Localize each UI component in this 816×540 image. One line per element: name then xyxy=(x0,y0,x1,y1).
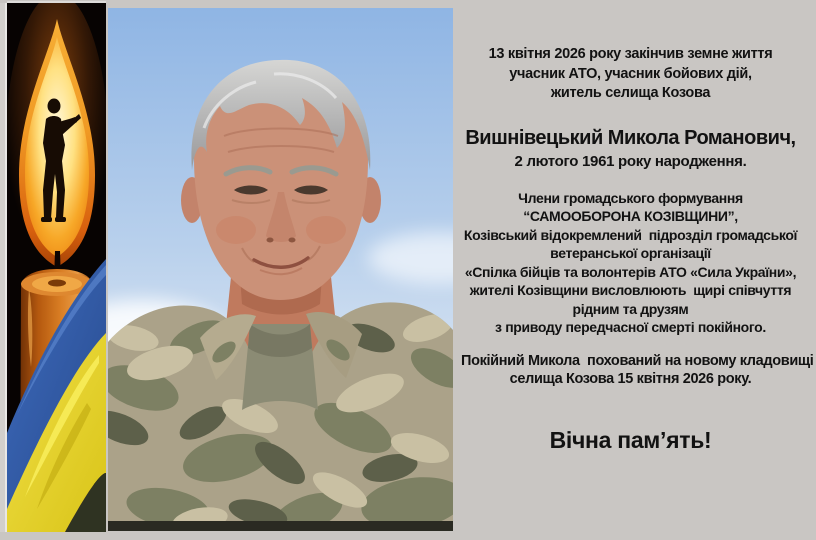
candle-image xyxy=(7,3,106,532)
burial-info xyxy=(461,352,814,389)
deceased-portrait-illustration xyxy=(108,8,453,531)
camouflage-uniform xyxy=(108,302,453,531)
eternal-memory-text: Вічна пам’ять! xyxy=(549,426,712,453)
condolence-line: з приводу передчасної смерті покійного. xyxy=(495,319,766,335)
condolence-line: “САМООБОРОНА КОЗІВЩИНИ”, xyxy=(523,208,738,224)
condolence-line: рідним та друзям xyxy=(572,300,689,317)
condolence-line: ветеранської організації xyxy=(550,245,711,261)
condolence-message xyxy=(461,189,800,337)
death-announcement-line: 13 квітня 2026 року закінчив земне життя xyxy=(488,46,773,62)
death-announcement-line: учасник АТО, учасник бойових дій, xyxy=(509,65,752,82)
candle-flag-illustration xyxy=(7,3,106,532)
birth-date: 2 лютого 1961 року народження. xyxy=(514,152,747,170)
burial-info-line: Покійний Микола похований на новому кладовищі xyxy=(461,352,814,369)
condolence-line: «Спілка бійців та волонтерів АТО «Сила України», xyxy=(464,263,797,280)
condolence-line: Козівський відокремлений підрозділ громадської xyxy=(463,226,798,243)
condolence-line: Члени громадського формування xyxy=(518,189,743,206)
photo-bottom-edge xyxy=(108,521,453,531)
memorial-text-column xyxy=(453,0,816,540)
death-announcement xyxy=(461,45,800,104)
death-announcement-line: житель селища Козова xyxy=(550,85,711,101)
condolence-line: жителі Козівщини висловлюють щирі співчуття xyxy=(469,282,792,298)
burial-info-line: селища Козова 15 квітня 2026 року. xyxy=(509,371,752,387)
deceased-name: Вишнівецький Микола Романович, xyxy=(465,126,796,149)
portrait-photo xyxy=(108,8,453,531)
